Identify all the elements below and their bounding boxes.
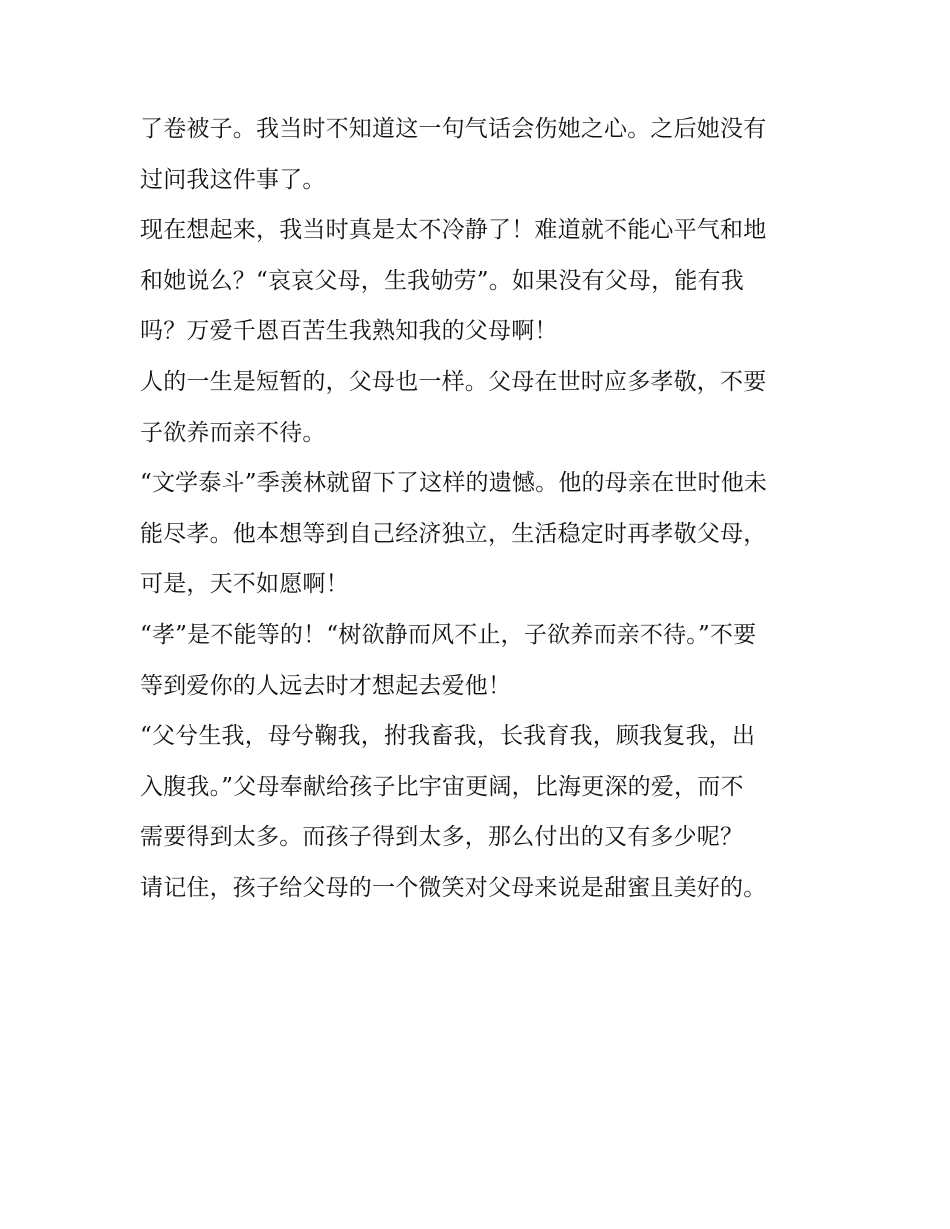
text-line: 过问我这件事了。 xyxy=(140,166,326,193)
text-line: 吗？万爱千恩百苦生我熟知我的父母啊！ xyxy=(140,318,558,345)
text-line: 了卷被子。我当时不知道这一句气话会伤她之心。之后她没有 xyxy=(140,116,767,142)
text-line: 现在想起来，我当时真是太不冷静了！难道就不能心平气和地 xyxy=(140,217,767,244)
text-line: 入腹我。”父母奉献给孩子比宇宙更阔，比海更深的爱，而不 xyxy=(140,773,744,800)
text-line: 能尽孝。他本想等到自己经济独立，生活稳定时再孝敬父母， xyxy=(140,520,767,547)
text-line: “父兮生我，母兮鞠我，拊我畜我，长我育我，顾我复我，出 xyxy=(140,723,756,750)
text-line: 等到爱你的人远去时才想起去爱他！ xyxy=(140,672,512,699)
body-text xyxy=(140,104,830,914)
text-line: “文学泰斗”季羡林就留下了这样的遗憾。他的母亲在世时他未 xyxy=(140,470,768,497)
text-line: 需要得到太多。而孩子得到太多，那么付出的又有多少呢？ xyxy=(140,824,744,851)
text-line: 请记住，孩子给父母的一个微笑对父母来说是甜蜜且美好的。 xyxy=(140,874,767,901)
text-line: 人的一生是短暂的，父母也一样。父母在世时应多孝敬，不要 xyxy=(140,368,767,395)
text-line: 子欲养而亲不待。 xyxy=(140,419,326,446)
text-line: “孝”是不能等的！“树欲静而风不止，子欲养而亲不待。”不要 xyxy=(140,621,757,648)
text-line: 和她说么？“哀哀父母，生我劬劳”。如果没有父母，能有我 xyxy=(140,267,744,294)
text-line: 可是，天不如愿啊！ xyxy=(140,571,349,598)
